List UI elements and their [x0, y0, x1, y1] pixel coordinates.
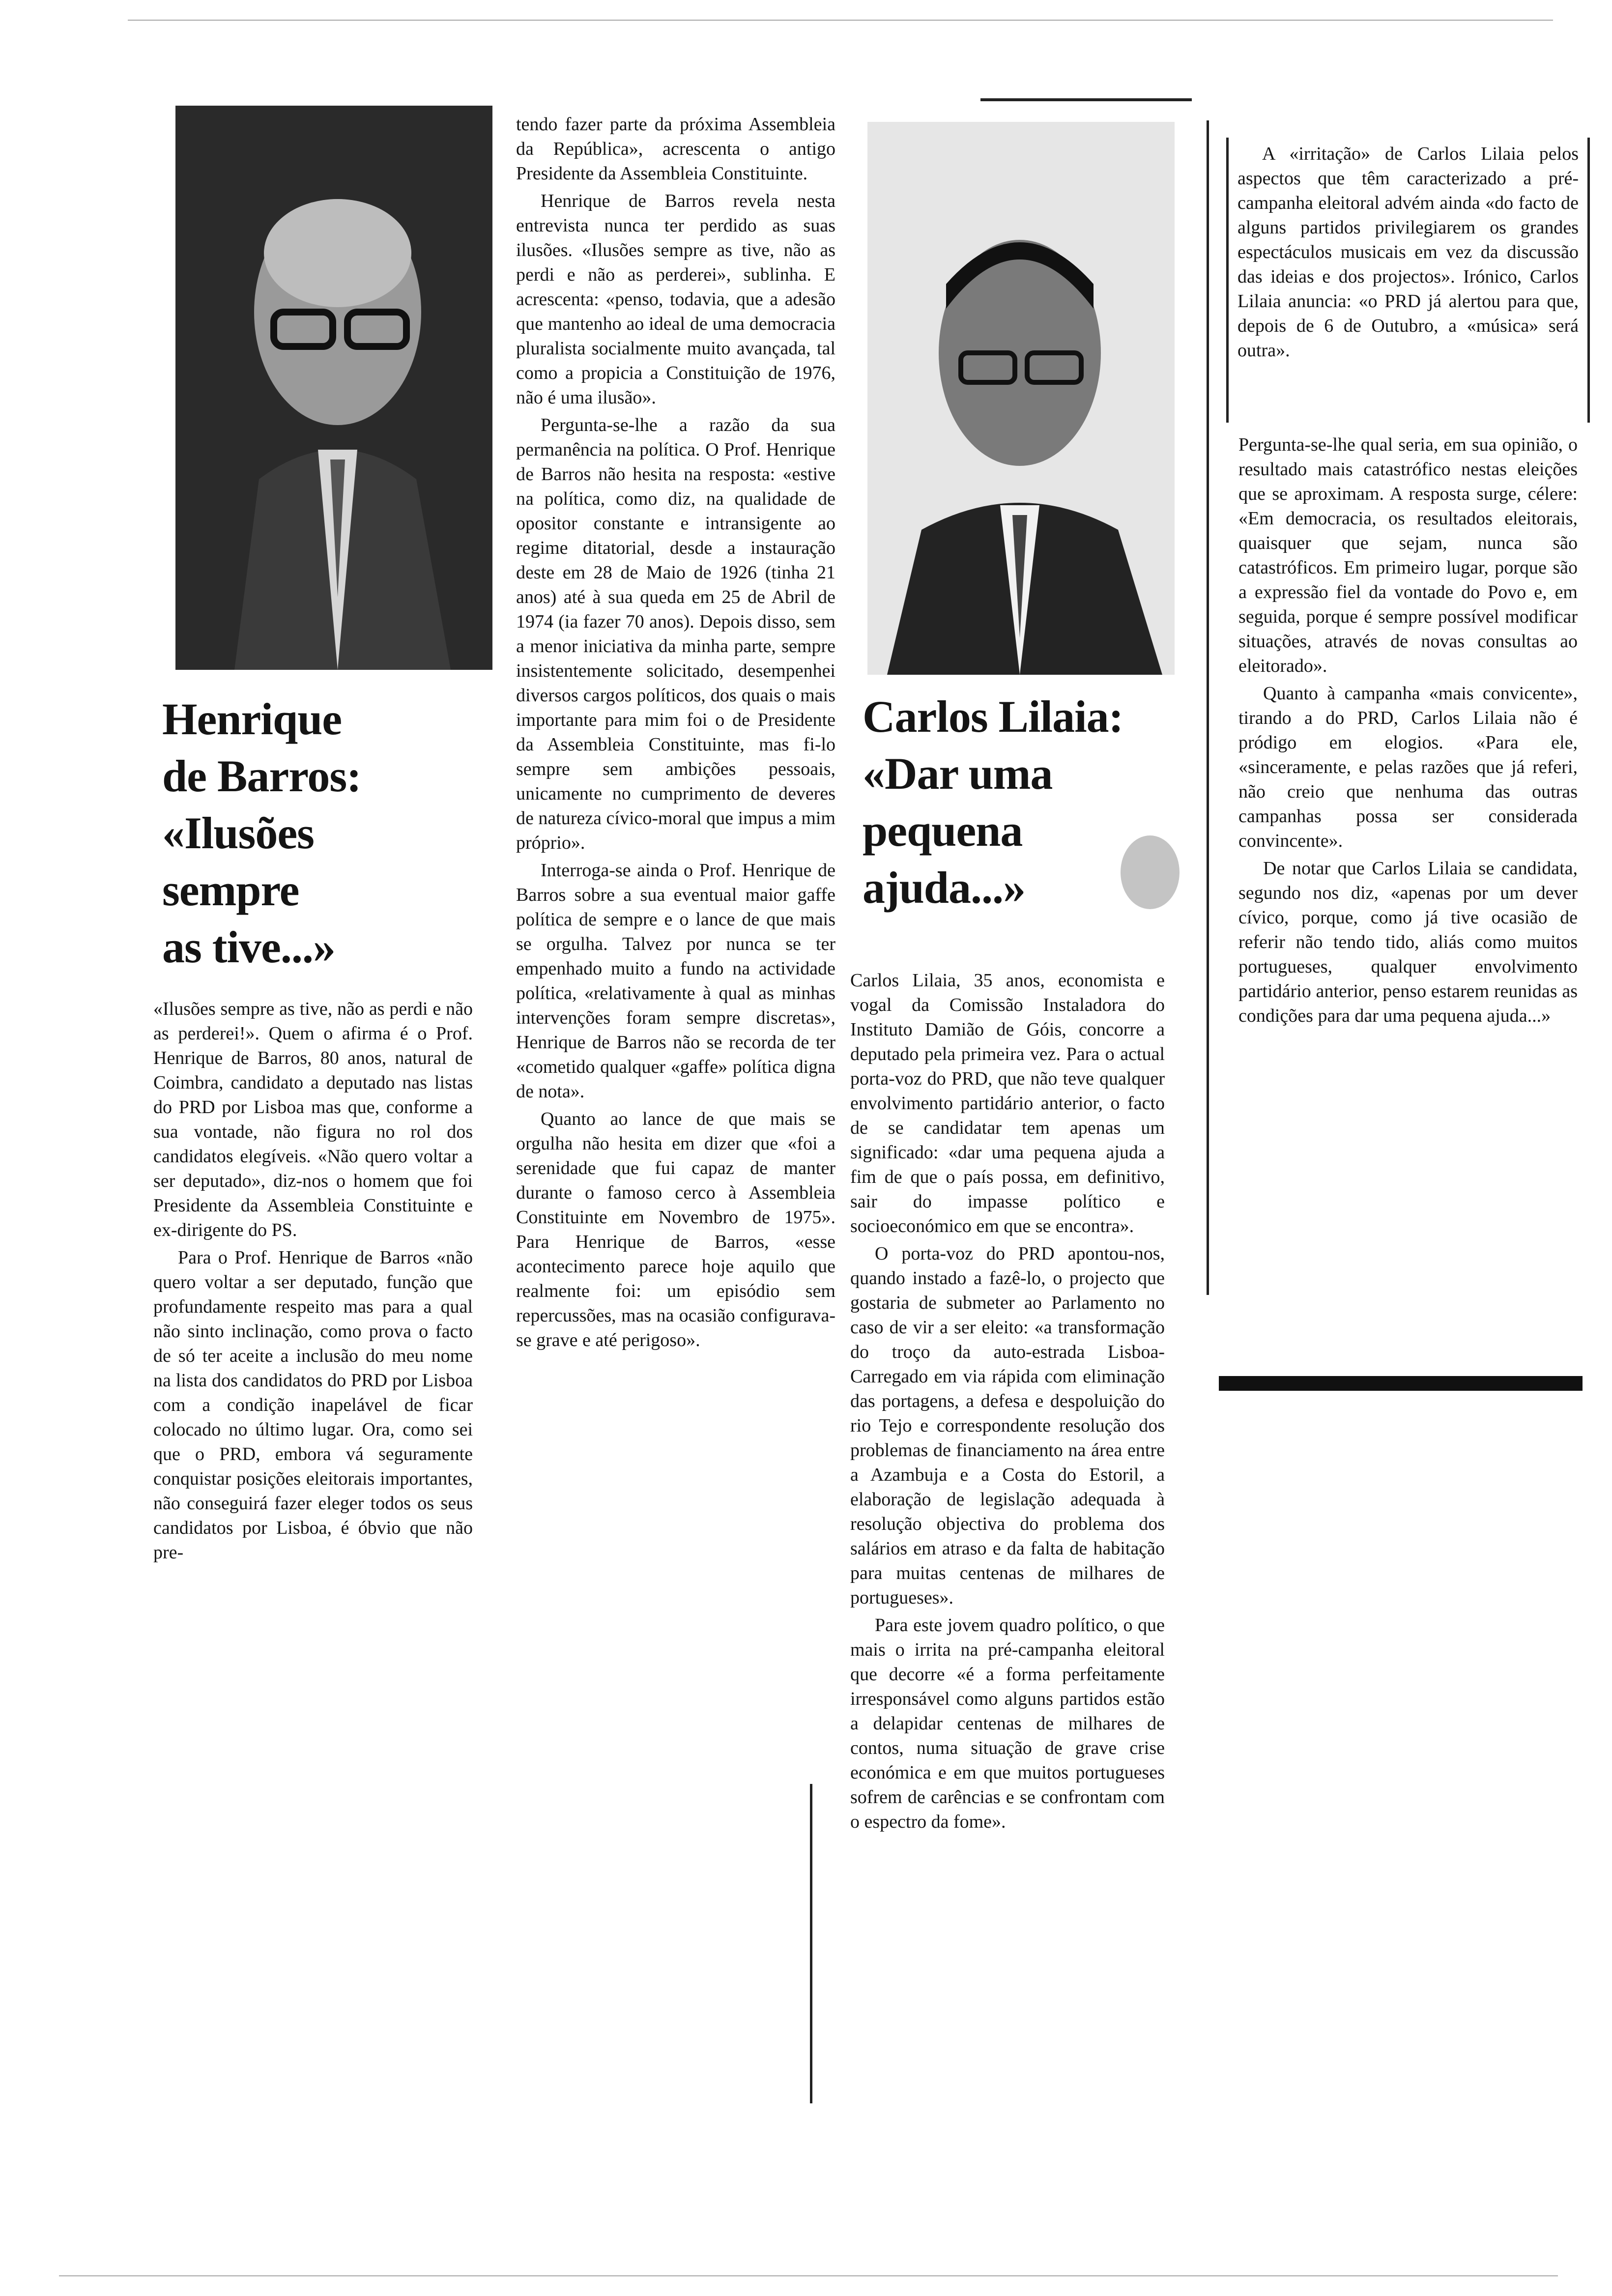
- scan-edge-top: [128, 20, 1553, 21]
- barros-headline-line: de Barros:: [162, 751, 361, 801]
- paragraph: O porta-voz do PRD apontou-nos, quando instado a fazê-lo, o projecto que gostaria de submeter ao Parlamento no caso de vir a ser eleito: «a transformação do troço da auto-estrada Lisboa-Carregado em via rápida com eliminação das portagens, a defesa e despoluição do rio Tejo e correspondente resolução dos problemas de financiamento na área entre a Azambuja e a Costa do Estoril, a elaboração de legislação adequada à resolução objectiva do problema dos salários em atraso e da falta de habitação para muitas centenas de milhares de portugueses».: [850, 1243, 1165, 1608]
- paragraph: Interroga-se ainda o Prof. Henrique de Barros sobre a sua eventual maior gaffe política de sempre e o lance de que mais se orgulha. Talvez por nunca se ter empenhado muito a fundo na actividade política, «relativamente à qual as minhas intervenções foram sempre discretas», Henrique de Barros não se recorda de ter «cometido qualquer «gaffe» política digna de nota».: [516, 860, 835, 1102]
- lilaia-column-3: [850, 968, 1165, 2094]
- barros-headline-line: as tive...»: [162, 922, 335, 972]
- barros-headline: [162, 690, 418, 976]
- paragraph: «Ilusões sempre as tive, não as perdi e não as perderei!». Quem o afirma é o Prof. Henrique de Barros, 80 anos, natural de Coimbra, candidato a deputado nas listas do PRD por Lisboa mas que, conforme a sua vontade, não figura no rol dos candidatos elegíveis. «Não quero voltar a ser deputado», diz-nos o homem que foi Presidente da Assembleia Constituinte e ex-dirigente do PS.: [153, 999, 473, 1240]
- lilaia-headline-line: Carlos Lilaia:: [863, 691, 1123, 742]
- column-divider: [1207, 120, 1209, 1295]
- paragraph: Quanto ao lance de que mais se orgulha não hesita em dizer que «foi a serenidade que fui capaz de manter durante o famoso cerco à Assembleia Constituinte em Novembro de 1975». Para Henrique de Barros, «esse acontecimento parece hoje aquilo que realmente foi: um episódio sem repercussões, mas na ocasião configurava-se grave e até perigoso».: [516, 1109, 835, 1350]
- lilaia-headline-line: ajuda...»: [863, 862, 1025, 913]
- paragraph: De notar que Carlos Lilaia se candidata, segundo nos diz, «apenas por um dever cívico, porque, como já tive ocasião de referir não tendo tido, aliás como muitos portugueses, qualquer envolvimento partidário anterior, penso estarem reunidas as condições para dar uma pequena ajuda...»: [1238, 858, 1578, 1026]
- portrait-illustration: [175, 106, 492, 670]
- paragraph: Pergunta-se-lhe qual seria, em sua opinião, o resultado mais catastrófico nestas eleições que se aproximam. A resposta surge, célere: «Em democracia, os resultados eleitorais, quaisquer que sejam, nunca são catastróficos. Em primeiro lugar, porque são a expressão fiel da vontade do Povo e, em seguida, porque é sempre possível modificar situações, através de novas consultas ao eleitorado».: [1238, 434, 1578, 676]
- barros-headline-line: sempre: [162, 865, 299, 915]
- barros-column-1: [153, 997, 473, 1749]
- paragraph: Para este jovem quadro político, o que mais o irrita na pré-campanha eleitoral que decorre «é a forma perfeitamente irresponsável como alguns partidos estão a delapidar centenas de milhares de contos, numa situação de grave crise económica e em que muitos portugueses sofrem de carências e se confrontam com o espectro da fome».: [850, 1615, 1165, 1832]
- henrique-de-barros-photo: [175, 106, 492, 670]
- paragraph: A «irritação» de Carlos Lilaia pelos aspectos que têm caracterizado a pré-campanha eleitoral advém ainda «do facto de alguns partidos privilegiarem os grandes espectáculos musicais em vez da discussão das ideias e dos projectos». Irónico, Carlos Lilaia anuncia: «o PRD já alertou para que, depois de 6 de Outubro, a «música» será outra».: [1238, 144, 1579, 361]
- lilaia-column-4: [1238, 432, 1578, 1342]
- paragraph: Henrique de Barros revela nesta entrevista nunca ter perdido as suas ilusões. «Ilusões sempre as tive, não as perdi e não as perderei», sublinha. E acrescenta: «penso, todavia, que a adesão que mantenho ao ideal de uma democracia pluralista socialmente muito avançada, tal como a propicia a Constituição de 1976, não é uma ilusão».: [516, 191, 835, 408]
- paragraph: tendo fazer parte da próxima Assembleia da República», acrescenta o antigo Presidente da Assembleia Constituinte.: [516, 114, 835, 184]
- paragraph: Carlos Lilaia, 35 anos, economista e vogal da Comissão Instaladora do Instituto Damião de Góis, concorre a deputado pela primeira vez. Para o actual porta-voz do PRD, que não teve qualquer envolvimento partidário anterior, o facto de se candidatar tem apenas um significado: «dar uma pequena ajuda a fim de que o país possa, em definitivo, sair do impasse político e socioeconómico em que se encontra».: [850, 970, 1165, 1236]
- scan-edge-bottom: [59, 2275, 1558, 2276]
- barros-column-2: [516, 112, 835, 1734]
- portrait-illustration: [867, 122, 1175, 675]
- barros-headline-line: «Ilusões: [162, 808, 314, 858]
- column-bracket: [810, 1784, 812, 2103]
- lilaia-headline-line: «Dar uma: [863, 748, 1053, 799]
- paragraph: Para o Prof. Henrique de Barros «não quero voltar a ser deputado, função que profundamente respeito mas para a qual não sinto inclinação, como prova o facto de só ter aceite a inclusão do meu nome na lista dos candidatos do PRD por Lisboa com a condição inapelável de ficar colocado no último lugar. Ora, como sei que o PRD, embora vá seguramente conquistar posições eleitorais importantes, não conseguirá fazer eleger todos os seus candidatos por Lisboa, é óbvio que não pre-: [153, 1247, 473, 1563]
- top-rule: [980, 98, 1192, 101]
- ink-smudge: [1121, 835, 1180, 909]
- lilaia-box: [1226, 138, 1590, 423]
- barros-headline-line: Henrique: [162, 694, 342, 744]
- carlos-lilaia-photo: [867, 122, 1175, 675]
- lilaia-headline-line: pequena: [863, 805, 1023, 856]
- paragraph: Quanto à campanha «mais convicente», tirando a do PRD, Carlos Lilaia não é pródigo em elogios. «Para ele, «sinceramente, e pelas razões que já referi, não creio que nenhuma das outras campanhas possa ser considerada convincente».: [1238, 683, 1578, 851]
- paragraph: Pergunta-se-lhe a razão da sua permanência na política. O Prof. Henrique de Barros não hesita na resposta: «estive na política, como diz, na qualidade de opositor constante e intransigente ao regime ditatorial, desde a instauração deste em 28 de Maio de 1926 (tinha 21 anos) até à sua queda em 25 de Abril de 1974 (ia fazer 70 anos). Depois disso, sem a menor iniciativa da minha parte, sempre insistentemente solicitado, desempenhei diversos cargos políticos, dos quais o mais importante para mim foi o de Presidente da Assembleia Constituinte, mas fi-lo sempre sem ambições pessoais, unicamente no cumprimento de deveres de natureza cívico-moral que impus a mim próprio».: [516, 415, 835, 853]
- end-rule: [1219, 1376, 1583, 1391]
